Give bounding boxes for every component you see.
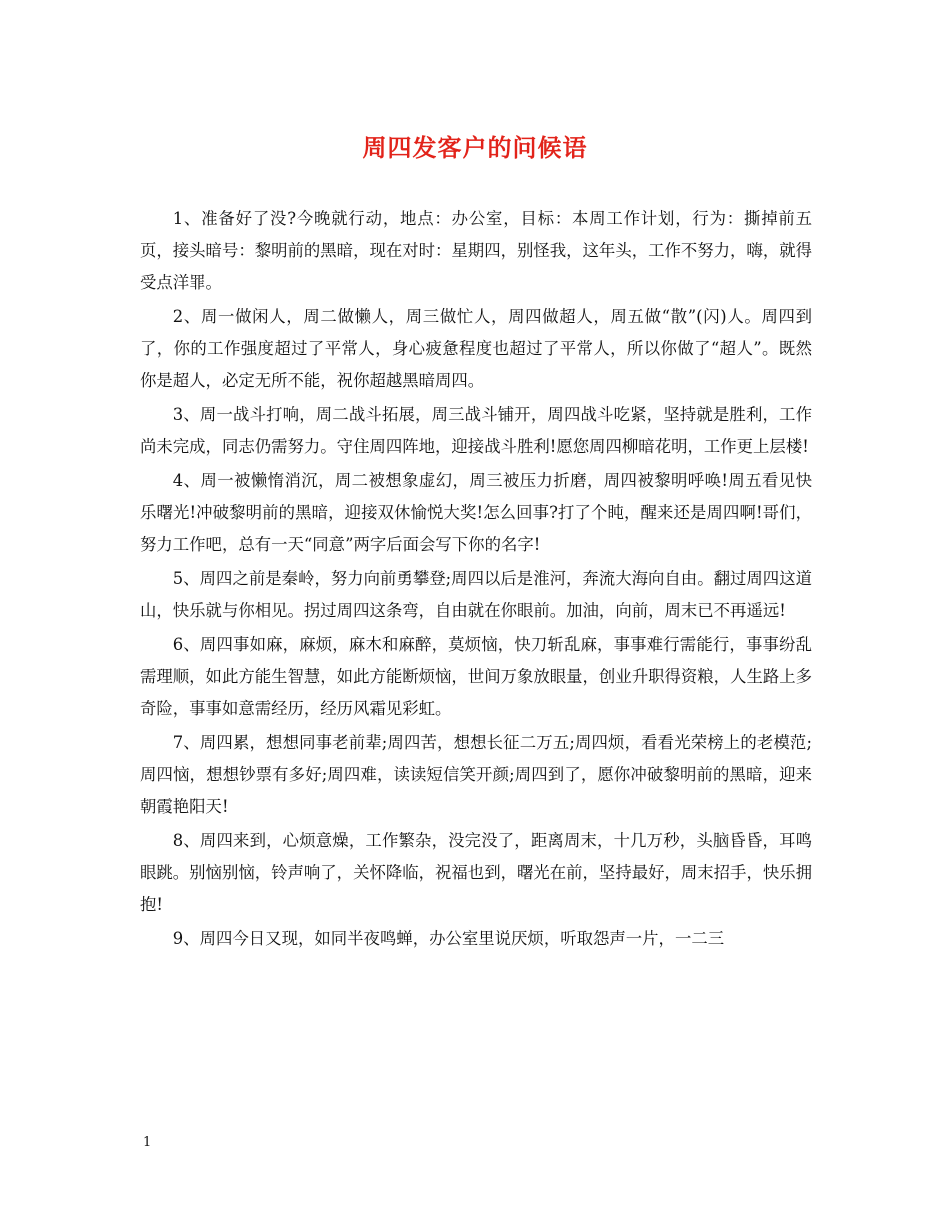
page-number: 1 [143, 1135, 152, 1150]
paragraph-3: 3、周一战斗打响，周二战斗拓展，周三战斗铺开，周四战斗吃紧，坚持就是胜利，工作尚未完成，同志仍需努力。守住周四阵地，迎接战斗胜利!愿您周四柳暗花明，工作更上层楼! [140, 405, 812, 456]
document-title: 周四发客户的问候语 [362, 133, 588, 162]
paragraph-6: 6、周四事如麻，麻烦，麻木和麻醉，莫烦恼，快刀斩乱麻，事事难行需能行，事事纷乱需理顺，如此方能生智慧，如此方能断烦恼，世间万象放眼量，创业升职得资粮，人生路上多奇险，事事如意需经历，经历风霜见彩虹。 [140, 635, 813, 718]
paragraph-7: 7、周四累，想想同事老前辈;周四苦，想想长征二万五;周四烦，看看光荣榜上的老模范;周四恼，想想钞票有多好;周四难，读读短信笑开颜;周四到了，愿你冲破黎明前的黑暗，迎来朝霞艳阳天! [140, 733, 812, 816]
paragraph-9: 9、周四今日又现，如同半夜鸣蝉，办公室里说厌烦，听取怨声一片，一二三 [172, 929, 725, 948]
paragraph-4: 4、周一被懒惰消沉，周二被想象虚幻，周三被压力折磨，周四被黎明呼唤!周五看见快乐曙光!冲破黎明前的黑暗，迎接双休愉悦大奖!怎么回事?打了个盹，醒来还是周四啊!哥们，努力工作吧，总有一天“同意”两字后面会写下你的名字! [140, 471, 812, 554]
paragraph-1: 1、准备好了没?今晚就行动，地点：办公室，目标：本周工作计划，行为：撕掉前五页，接头暗号：黎明前的黑暗，现在对时：星期四，别怪我，这年头，工作不努力，嗨，就得受点洋罪。 [140, 209, 813, 292]
document-body [140, 203, 812, 957]
paragraph-8: 8、周四来到，心烦意燥，工作繁杂，没完没了，距离周末，十几万秒，头脑昏昏，耳鸣眼跳。别恼别恼，铃声响了，关怀降临，祝福也到，曙光在前，坚持最好，周末招手，快乐拥抱! [140, 831, 813, 914]
paragraph-2: 2、周一做闲人，周二做懒人，周三做忙人，周四做超人，周五做“散”(闪)人。周四到了，你的工作强度超过了平常人，身心疲惫程度也超过了平常人，所以你做了“超人”。既然你是超人，必定无所不能，祝你超越黑暗周四。 [140, 307, 812, 390]
paragraph-5: 5、周四之前是秦岭，努力向前勇攀登;周四以后是淮河，奔流大海向自由。翻过周四这道山，快乐就与你相见。拐过周四这条弯，自由就在你眼前。加油，向前，周末已不再遥远! [140, 569, 812, 620]
